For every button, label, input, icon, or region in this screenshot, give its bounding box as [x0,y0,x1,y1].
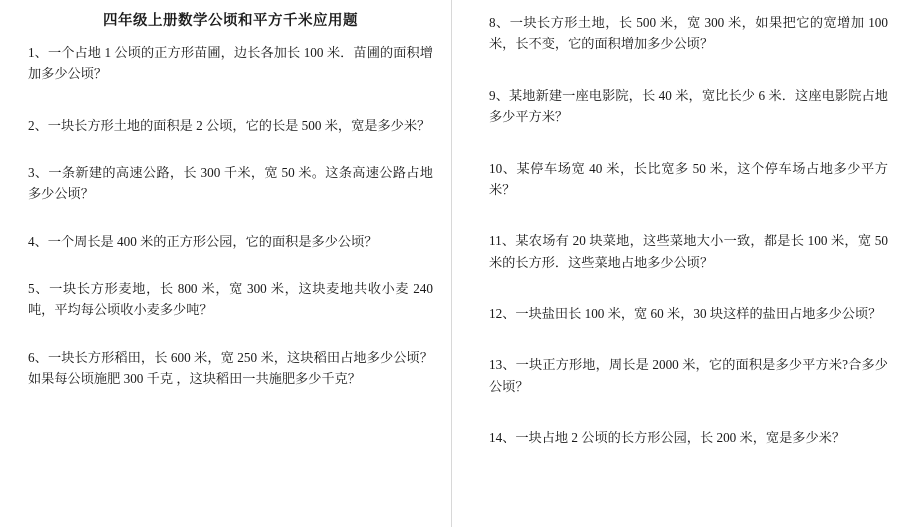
right-column [451,0,902,527]
question-item: 6、一块长方形稻田，长 600 米，宽 250 米，这块稻田占地多少公顷？如果每公顷施肥 300 千克 ，这块稻田一共施肥多少千克？ [28,349,433,387]
question-item: 13、一块正方形地，周长是 2000 米，它的面积是多少平方米?合多少公顷？ [489,357,888,394]
question-item: 8、一块长方形土地，长 500 米，宽 300 米，如果把它的宽增加 100 米，长不变，它的面积增加多少公顷？ [489,15,888,52]
question-item: 1、一个占地 1 公顷的正方形苗圃，边长各加长 100 米．苗圃的面积增加多少公顷？ [28,44,433,82]
page-title: 四年级上册数学公顷和平方千米应用题 [103,13,358,29]
question-item: 2、一块长方形土地的面积是 2 公顷，它的长是 500 米，宽是多少米？ [28,117,431,133]
question-item: 11、某农场有 20 块菜地，这些菜地大小一致，都是长 100 米，宽 50 米的长方形．这些菜地占地多少公顷？ [489,233,888,270]
question-item: 9、某地新建一座电影院，长 40 米，宽比长少 6 米．这座电影院占地多少平方米？ [489,87,888,125]
question-item: 5、一块长方形麦地，长 800 米，宽 300 米，这块麦地共收小麦 240 吨，平均每公顷收小麦多少吨？ [28,281,433,318]
question-item: 10、某停车场宽 40 米，长比宽多 50 米，这个停车场占地多少平方米？ [489,160,888,197]
question-item: 12、一块盐田长 100 米，宽 60 米，30 块这样的盐田占地多少公顷？ [489,306,882,321]
question-item: 3、一条新建的高速公路，长 300 千米，宽 50 米。这条高速公路占地多少公顷？ [28,164,433,202]
question-item: 4、一个周长是 400 米的正方形公园，它的面积是多少公顷？ [28,233,378,249]
question-item: 14、一块占地 2 公顷的长方形公园，长 200 米，宽是多少米？ [489,430,846,446]
